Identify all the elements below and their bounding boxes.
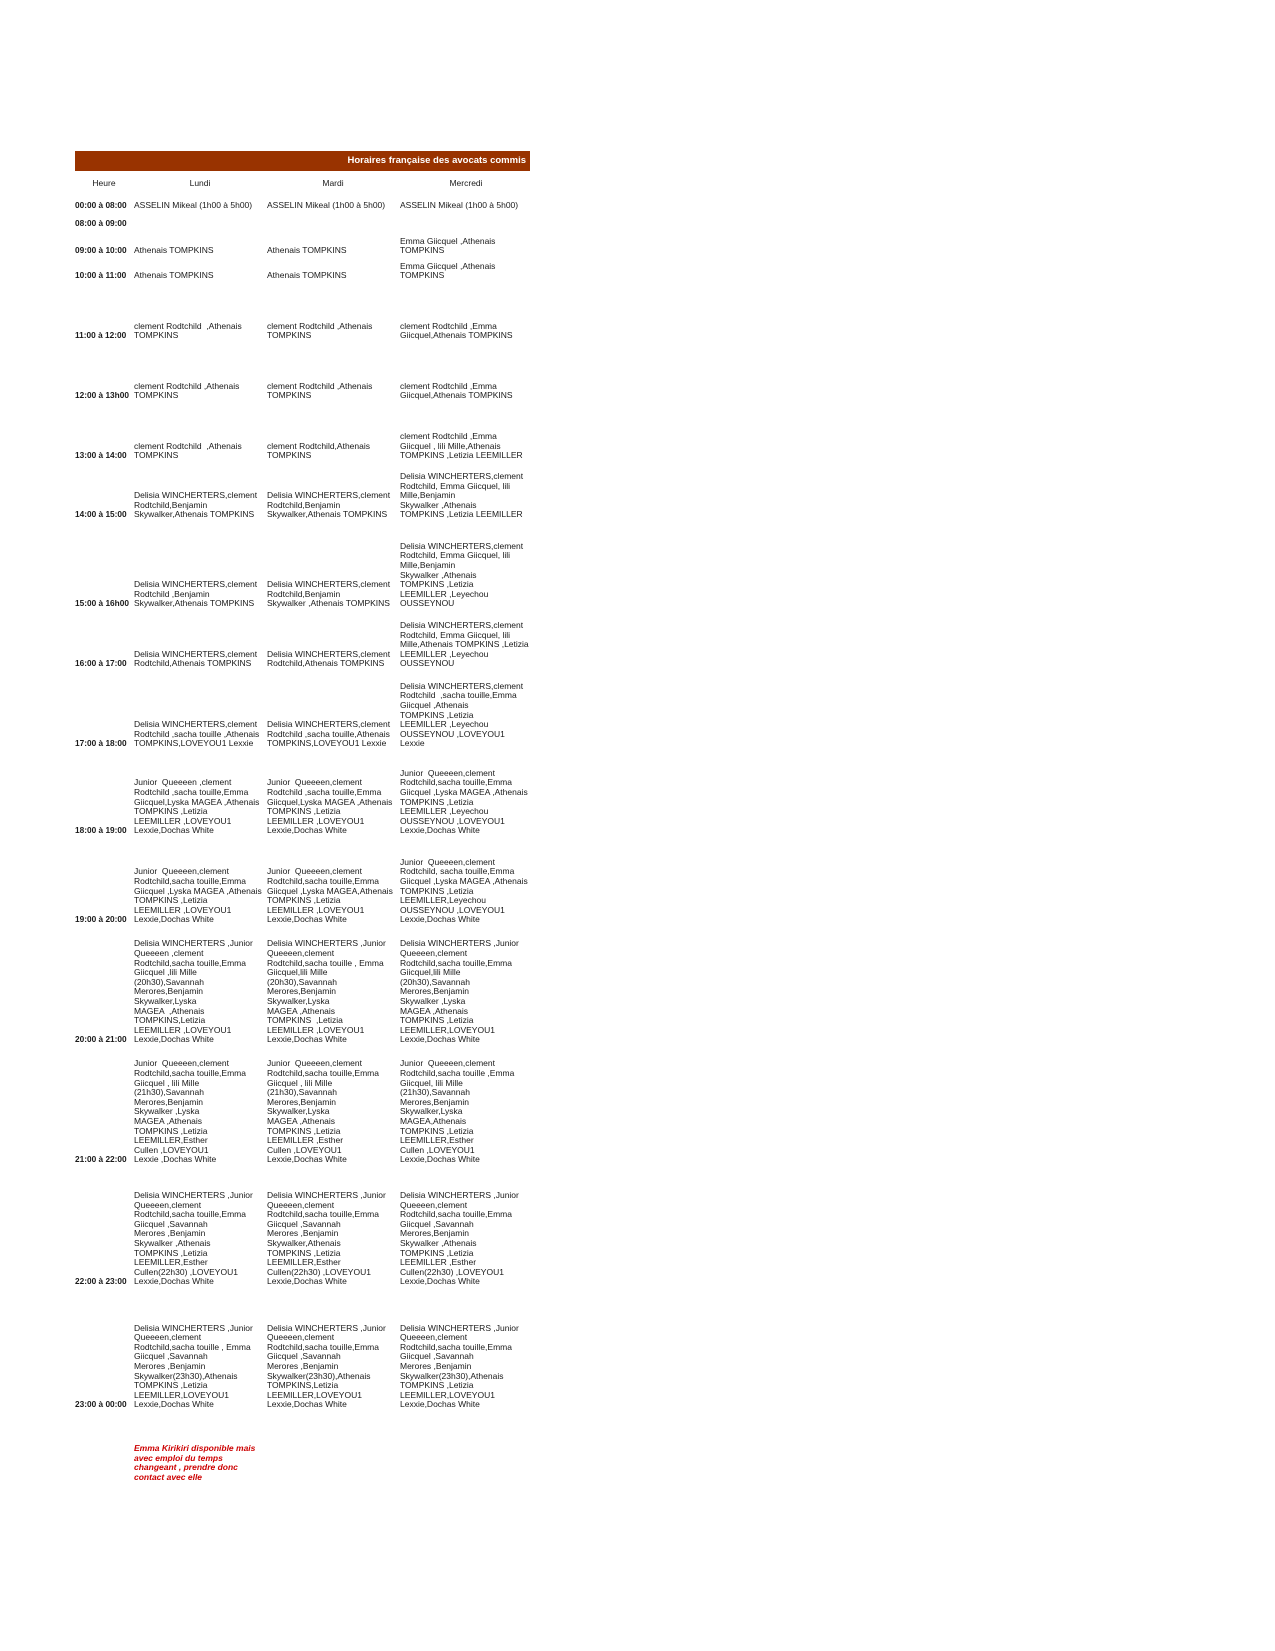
cell-lundi: Delisia WINCHERTERS,clement Rodtchild ,Benjamin Skywalker,Athenais TOMPKINS — [134, 579, 258, 609]
cell-mardi: Delisia WINCHERTERS ,Junior Queeeen,clement Rodtchild,sacha touille , Emma Giicquel,lili Mille (20h30),Savannah Merores,Benjamin Skywalker,Lyska MAGEA ,Athenais TOMPKINS ,Letizia LEEMILLER ,LOVEYOU1 Lexxie,Dochas White — [267, 938, 386, 1045]
hour-label: 00:00 à 08:00 — [75, 200, 127, 211]
cell-mardi: clement Rodtchild ,Athenais TOMPKINS — [267, 320, 373, 341]
cell-mardi: Delisia WINCHERTERS,clement Rodtchild ,sacha touille,Athenais TOMPKINS,LOVEYOU1 Lexxie — [267, 719, 391, 749]
hour-label: 13:00 à 14:00 — [75, 450, 127, 461]
cell-mercredi: Junior Queeeen,clement Rodtchild,sacha touille ,Emma Giicquel, lili Mille (21h30),Savannah Merores,Benjamin Skywalker,Lyska MAGEA,Athenais TOMPKINS ,Letizia LEEMILLER,Esther Cullen ,LOVEYOU1 Lexxie,Dochas White — [400, 1058, 515, 1165]
cell-mercredi: clement Rodtchild ,Emma Giicquel,Athenais TOMPKINS — [400, 380, 513, 401]
header-mardi: Mardi — [322, 178, 344, 188]
cell-mardi: Junior Queeeen,clement Rodtchild ,sacha touille,Emma Giicquel,Lyska MAGEA ,Athenais TOMPKINS ,Letizia LEEMILLER ,LOVEYOU1 Lexxie,Dochas White — [267, 777, 393, 836]
cell-lundi: clement Rodtchild ,Athenais TOMPKINS — [134, 380, 240, 401]
cell-mercredi: Junior Queeeen,clement Rodtchild,sacha touille,Emma Giicquel ,Lyska MAGEA ,Athenais TOMPKINS ,Letizia LEEMILLER ,Leyechou OUSSEYNOU ,LOVEYOU1 Lexxie,Dochas White — [400, 767, 528, 836]
cell-mardi: Junior Queeeen,clement Rodtchild,sacha touille,Emma Giicquel , lili Mille (21h30),Savannah Merores,Benjamin Skywalker,Lyska MAGEA ,Athenais TOMPKINS ,Letizia LEEMILLER ,Esther Cullen ,LOVEYOU1 Lexxie,Dochas White — [267, 1058, 379, 1165]
hour-label: 08:00 à 09:00 — [75, 218, 127, 229]
hour-label: 20:00 à 21:00 — [75, 1034, 127, 1045]
cell-lundi: Junior Queeeen,clement Rodtchild,sacha touille,Emma Giicquel , lili Mille (21h30),Savannah Merores,Benjamin Skywalker ,Lyska MAGEA ,Athenais TOMPKINS ,Letizia LEEMILLER,Esther Cullen ,LOVEYOU1 Lexxie ,Dochas White — [134, 1058, 246, 1165]
cell-lundi: clement Rodtchild ,Athenais TOMPKINS — [134, 440, 242, 461]
cell-mercredi: Junior Queeeen,clement Rodtchild, sacha touille,Emma Giicquel ,Lyska MAGEA ,Athenais TOMPKINS ,Letizia LEEMILLER,Leyechou OUSSEYNOU ,LOVEYOU1 Lexxie,Dochas White — [400, 856, 528, 925]
hour-label: 17:00 à 18:00 — [75, 738, 127, 749]
cell-mercredi: Delisia WINCHERTERS ,Junior Queeeen,clement Rodtchild,sacha touille,Emma Giicquel ,Savannah Merores ,Benjamin Skywalker(23h30),Athenais TOMPKINS ,Letizia LEEMILLER,LOVEYOU1 Lexxie,Dochas White — [400, 1322, 519, 1410]
cell-mardi: Athenais TOMPKINS — [267, 270, 347, 281]
hour-label: 23:00 à 00:00 — [75, 1399, 127, 1410]
hour-label: 09:00 à 10:00 — [75, 245, 127, 256]
hour-label: 18:00 à 19:00 — [75, 825, 127, 836]
header-mercredi: Mercredi — [449, 178, 483, 188]
cell-mardi: Delisia WINCHERTERS ,Junior Queeeen,clement Rodtchild,sacha touille,Emma Giicquel ,Savannah Merores ,Benjamin Skywalker,Athenais TOMPKINS ,Letizia LEEMILLER,Esther Cullen(22h30) ,LOVEYOU1 Lexxie,Dochas White — [267, 1190, 386, 1287]
cell-mardi: Delisia WINCHERTERS ,Junior Queeeen,clement Rodtchild,sacha touille,Emma Giicquel ,Savannah Merores ,Benjamin Skywalker(23h30),Athenais TOMPKINS,Letizia LEEMILLER,LOVEYOU1 Lexxie,Dochas White — [267, 1322, 386, 1410]
cell-mercredi: Delisia WINCHERTERS ,Junior Queeeen,clement Rodtchild,sacha touille,Emma Giicquel,lili Mille (20h30),Savannah Merores,Benjamin Skywalker ,Lyska MAGEA ,Athenais TOMPKINS ,Letizia LEEMILLER,LOVEYOU1 Lexxie,Dochas White — [400, 938, 519, 1045]
cell-mercredi: Delisia WINCHERTERS,clement Rodtchild, Emma Giicquel, lili Mille,Benjamin Skywalker ,Athenais TOMPKINS ,Letizia LEEMILLER ,Leyechou OUSSEYNOU — [400, 540, 524, 609]
cell-lundi: Junior Queeeen,clement Rodtchild,sacha touille,Emma Giicquel ,Lyska MAGEA ,Athenais TOMPKINS ,Letizia LEEMILLER ,LOVEYOU1 Lexxie,Dochas White — [134, 866, 262, 925]
hour-label: 14:00 à 15:00 — [75, 509, 127, 520]
cell-lundi: clement Rodtchild ,Athenais TOMPKINS — [134, 320, 242, 341]
cell-mercredi: Delisia WINCHERTERS ,Junior Queeeen,clement Rodtchild,sacha touille,Emma Giicquel ,Savannah Merores,Benjamin Skywalker ,Athenais TOMPKINS ,Letizia LEEMILLER ,Esther Cullen(22h30) ,LOVEYOU1 Lexxie,Dochas White — [400, 1190, 519, 1287]
cell-mercredi: clement Rodtchild ,Emma Giicquel,Athenais TOMPKINS — [400, 320, 513, 341]
header-lundi: Lundi — [189, 178, 211, 188]
hour-label: 19:00 à 20:00 — [75, 914, 127, 925]
cell-mardi: ASSELIN Mikeal (1h00 à 5h00) — [267, 200, 386, 211]
cell-mercredi: Delisia WINCHERTERS,clement Rodtchild ,sacha touille,Emma Giicquel ,Athenais TOMPKINS ,Letizia LEEMILLER ,Leyechou OUSSEYNOU ,LOVEYOU1 Lexxie — [400, 680, 524, 749]
hour-label: 12:00 à 13h00 — [75, 390, 129, 401]
hour-label: 22:00 à 23:00 — [75, 1276, 127, 1287]
cell-mardi: Athenais TOMPKINS — [267, 245, 347, 256]
cell-mercredi: Delisia WINCHERTERS,clement Rodtchild, Emma Giicquel, lili Mille,Benjamin Skywalker ,Athenais TOMPKINS ,Letizia LEEMILLER — [400, 471, 524, 520]
cell-lundi: Athenais TOMPKINS — [134, 245, 214, 256]
hour-label: 15:00 à 16h00 — [75, 598, 129, 609]
cell-lundi: Delisia WINCHERTERS ,Junior Queeeen,clement Rodtchild,sacha touille , Emma Giicquel ,Savannah Merores ,Benjamin Skywalker(23h30),Athenais TOMPKINS ,Letizia LEEMILLER,LOVEYOU1 Lexxie,Dochas White — [134, 1322, 253, 1410]
cell-lundi: Junior Queeeen ,clement Rodtchild ,sacha touille,Emma Giicquel,Lyska MAGEA ,Athenais TOMPKINS ,Letizia LEEMILLER ,LOVEYOU1 Lexxie,Dochas White — [134, 777, 260, 836]
cell-lundi: Delisia WINCHERTERS ,Junior Queeeen ,clement Rodtchild,sacha touille,Emma Giicquel ,lili Mille (20h30),Savannah Merores,Benjamin Skywalker,Lyska MAGEA ,Athenais TOMPKINS,Letizia LEEMILLER ,LOVEYOU1 Lexxie,Dochas White — [134, 938, 253, 1045]
cell-lundi: Delisia WINCHERTERS,clement Rodtchild,Benjamin Skywalker,Athenais TOMPKINS — [134, 490, 258, 520]
cell-lundi: Delisia WINCHERTERS,clement Rodtchild ,sacha touille ,Athenais TOMPKINS,LOVEYOU1 Lexxie — [134, 719, 260, 749]
cell-mardi: Junior Queeeen,clement Rodtchild,sacha touille,Emma Giicquel ,Lyska MAGEA,Athenais TOMPKINS ,Letizia LEEMILLER ,LOVEYOU1 Lexxie,Dochas White — [267, 866, 393, 925]
table-title-banner — [75, 151, 530, 171]
cell-mercredi: Delisia WINCHERTERS,clement Rodtchild, Emma Giicquel, lili Mille,Athenais TOMPKINS ,Letizia LEEMILLER ,Leyechou OUSSEYNOU — [400, 620, 529, 669]
cell-mardi: Delisia WINCHERTERS,clement Rodtchild,Athenais TOMPKINS — [267, 648, 391, 669]
cell-mardi: Delisia WINCHERTERS,clement Rodtchild,Benjamin Skywalker ,Athenais TOMPKINS — [267, 579, 391, 609]
cell-lundi: Delisia WINCHERTERS,clement Rodtchild,Athenais TOMPKINS — [134, 648, 258, 669]
availability-note: Emma Kirikiri disponible mais avec emploi du temps changeant , prendre donc contact avec elle — [134, 1443, 256, 1482]
cell-mercredi: Emma Giicquel ,Athenais TOMPKINS — [400, 235, 496, 256]
header-heure: Heure — [92, 178, 116, 188]
cell-lundi: ASSELIN Mikeal (1h00 à 5h00) — [134, 200, 253, 211]
cell-mercredi: ASSELIN Mikeal (1h00 à 5h00) — [400, 200, 519, 211]
hour-label: 11:00 à 12:00 — [75, 330, 127, 341]
cell-mercredi: Emma Giicquel ,Athenais TOMPKINS — [400, 260, 496, 281]
hour-label: 16:00 à 17:00 — [75, 658, 127, 669]
cell-mardi: clement Rodtchild,Athenais TOMPKINS — [267, 440, 371, 461]
cell-lundi: Athenais TOMPKINS — [134, 270, 214, 281]
cell-mardi: Delisia WINCHERTERS,clement Rodtchild,Benjamin Skywalker,Athenais TOMPKINS — [267, 490, 391, 520]
hour-label: 10:00 à 11:00 — [75, 270, 127, 281]
cell-mercredi: clement Rodtchild ,Emma Giicquel , lili Mille,Athenais TOMPKINS ,Letizia LEEMILLER — [400, 431, 523, 461]
cell-lundi: Delisia WINCHERTERS ,Junior Queeeen,clement Rodtchild,sacha touille,Emma Giicquel ,Savannah Merores ,Benjamin Skywalker ,Athenais TOMPKINS ,Letizia LEEMILLER,Esther Cullen(22h30) ,LOVEYOU1 Lexxie,Dochas White — [134, 1190, 253, 1287]
cell-mardi: clement Rodtchild ,Athenais TOMPKINS — [267, 380, 373, 401]
table-title: Horaires française des avocats commis — [347, 155, 526, 166]
hour-label: 21:00 à 22:00 — [75, 1154, 127, 1165]
